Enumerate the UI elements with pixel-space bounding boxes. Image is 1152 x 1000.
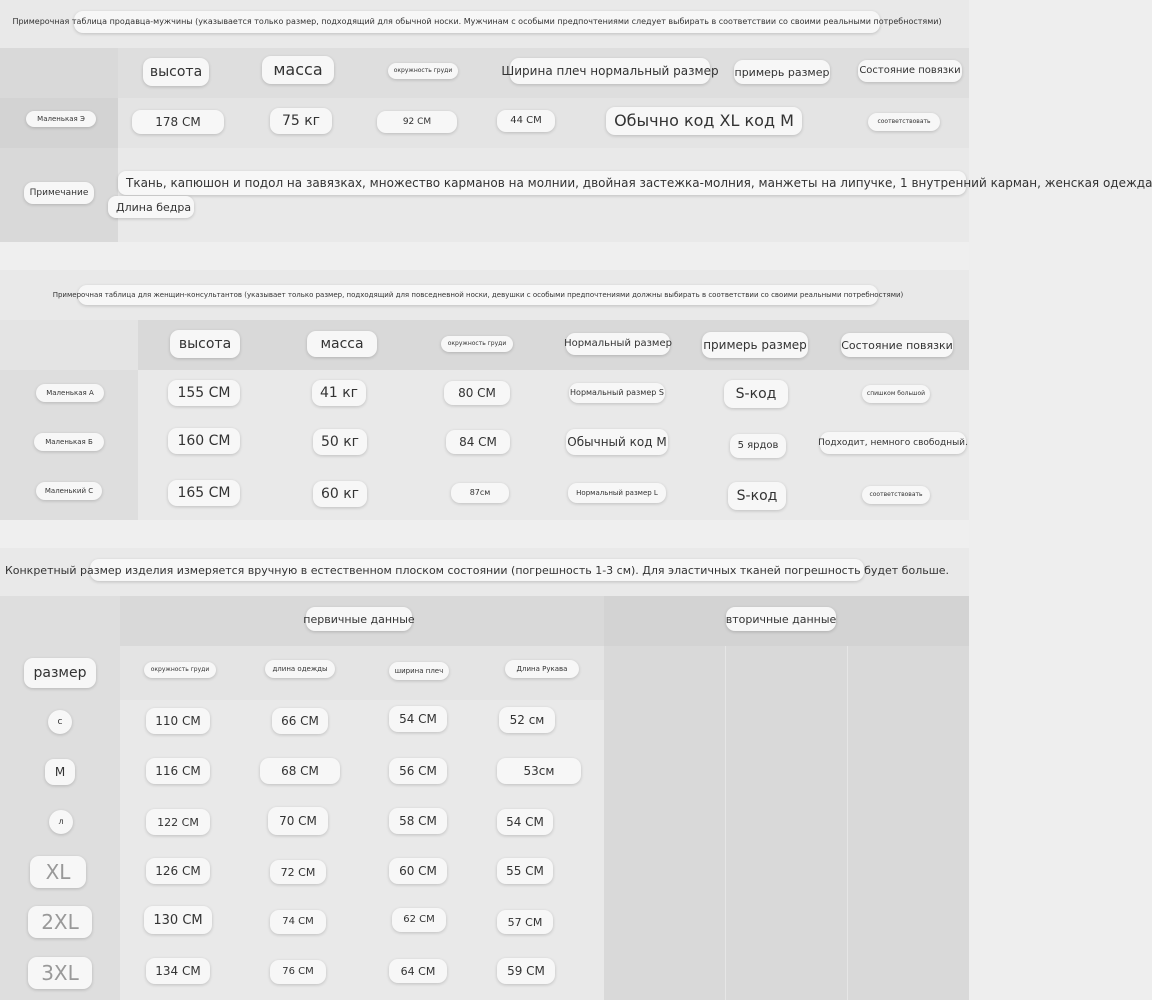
men-row-weight: 75 кг bbox=[270, 108, 332, 134]
women-row-b-fit-size: 5 ярдов bbox=[730, 434, 786, 458]
size-m-label: М bbox=[45, 759, 75, 785]
women-row-a-weight: 41 кг bbox=[312, 380, 366, 406]
size-2xl-length: 74 СМ bbox=[270, 910, 326, 934]
men-header-chest: окружность груди bbox=[388, 63, 458, 79]
women-row-a-normal: Нормальный размер S bbox=[569, 383, 665, 403]
women-row-c-fit-state: соответствовать bbox=[862, 486, 930, 504]
women-header-normal-size: Нормальный размер bbox=[566, 333, 670, 355]
size-2xl-label: 2XL bbox=[28, 906, 92, 938]
size-l-sleeve: 54 СМ bbox=[497, 809, 553, 835]
women-row-a-height: 155 СМ bbox=[168, 380, 240, 406]
women-header-weight: масса bbox=[307, 331, 377, 357]
women-row-c-fit-size: S-код bbox=[728, 482, 786, 510]
product-size-col bbox=[0, 596, 120, 1000]
size-xl-chest: 126 СМ bbox=[146, 858, 210, 884]
secondary-divider-2 bbox=[847, 646, 848, 1000]
size-m-shoulder: 56 СМ bbox=[389, 758, 447, 784]
women-row-b-fit-state: Подходит, немного свободный. bbox=[820, 432, 966, 454]
men-row-fit-state: соответствовать bbox=[868, 113, 940, 131]
men-header-height: высота bbox=[143, 58, 209, 86]
men-row-fit-size: Обычно код XL код M bbox=[606, 107, 802, 135]
size-3xl-chest: 134 СМ bbox=[146, 958, 210, 984]
size-2xl-chest: 130 СМ bbox=[144, 906, 212, 934]
section-gap-2 bbox=[0, 520, 969, 548]
size-3xl-label: 3XL bbox=[28, 957, 92, 989]
men-note-text-2: Длина бедра bbox=[108, 196, 194, 218]
men-corner-cell bbox=[0, 48, 118, 98]
product-secondary-label: вторичные данные bbox=[726, 607, 836, 631]
size-s-label: с bbox=[48, 710, 72, 734]
product-header-shoulder: ширина плеч bbox=[389, 662, 449, 680]
women-row-c-normal: Нормальный размер L bbox=[568, 483, 666, 503]
size-m-sleeve: 53см bbox=[497, 758, 581, 784]
men-row-label: Маленькая Э bbox=[26, 111, 96, 127]
size-l-chest: 122 СМ bbox=[146, 809, 210, 835]
women-header-fit-size: примерь размер bbox=[702, 332, 808, 358]
men-table-title: Примерочная таблица продавца-мужчины (указывается только размер, подходящий для обычной носки. Мужчинам с особыми предпочтениями следует выбирать в соответствии со своими реальными потребностями) bbox=[74, 11, 880, 33]
size-l-label: л bbox=[49, 810, 73, 834]
women-row-b-normal: Обычный код M bbox=[566, 429, 668, 455]
men-header-shoulder: Ширина плеч нормальный размер bbox=[510, 58, 710, 84]
men-header-fit-size: примерь размер bbox=[734, 60, 830, 84]
product-table-title: Конкретный размер изделия измеряется вручную в естественном плоском состоянии (погрешность 1-3 см). Для эластичных тканей погрешность будет больше. bbox=[90, 559, 864, 581]
size-3xl-shoulder: 64 СМ bbox=[389, 959, 447, 983]
size-xl-shoulder: 60 СМ bbox=[389, 858, 447, 884]
women-row-b-chest: 84 СМ bbox=[446, 430, 510, 454]
size-2xl-sleeve: 57 СМ bbox=[497, 910, 553, 934]
women-row-c-height: 165 СМ bbox=[168, 480, 240, 506]
women-row-a-label: Маленькая А bbox=[36, 384, 104, 402]
men-header-weight: масса bbox=[262, 56, 334, 84]
product-body bbox=[120, 700, 604, 1000]
women-row-c-chest: 87см bbox=[451, 483, 509, 503]
size-s-length: 66 СМ bbox=[272, 708, 328, 734]
product-primary-label: первичные данные bbox=[306, 607, 412, 631]
men-header-fit-state: Состояние повязки bbox=[858, 60, 962, 82]
secondary-divider-1 bbox=[725, 646, 726, 1000]
size-xl-length: 72 СМ bbox=[270, 860, 326, 884]
size-s-sleeve: 52 см bbox=[499, 707, 555, 733]
size-m-chest: 116 СМ bbox=[146, 758, 210, 784]
size-xl-label: XL bbox=[30, 856, 86, 888]
product-header-length: длина одежды bbox=[265, 660, 335, 678]
product-size-label: размер bbox=[24, 658, 96, 688]
women-header-chest: окружность груди bbox=[441, 336, 513, 352]
size-l-length: 70 СМ bbox=[268, 807, 328, 835]
men-note-label: Примечание bbox=[24, 182, 94, 204]
size-3xl-length: 76 СМ bbox=[270, 960, 326, 984]
women-header-height: высота bbox=[170, 330, 240, 358]
product-secondary-body bbox=[604, 646, 969, 1000]
women-row-b-label: Маленькая Б bbox=[34, 433, 104, 451]
size-3xl-sleeve: 59 СМ bbox=[497, 958, 555, 984]
women-row-b-weight: 50 кг bbox=[313, 429, 367, 455]
women-row-a-fit-state: спишком большой bbox=[862, 385, 930, 403]
women-table-title: Примерочная таблица для женщин-консультантов (указывает только размер, подходящий для повседневной носки, девушки с особыми предпочтениями должны выбирать в соответствии со своими реальными потребностями) bbox=[78, 285, 878, 305]
women-row-c-weight: 60 кг bbox=[313, 481, 367, 507]
men-note-text: Ткань, капюшон и подол на завязках, множество карманов на молнии, двойная застежка-молния, манжеты на липучке, 1 внутренний карман, женская одежда bbox=[118, 171, 966, 195]
size-xl-sleeve: 55 СМ bbox=[497, 858, 553, 884]
men-row-shoulder: 44 СМ bbox=[497, 110, 555, 132]
size-2xl-shoulder: 62 СМ bbox=[392, 908, 446, 932]
size-l-shoulder: 58 СМ bbox=[389, 808, 447, 834]
product-header-sleeve: Длина Рукава bbox=[505, 660, 579, 678]
women-row-b-height: 160 СМ bbox=[168, 428, 240, 454]
women-row-c-label: Маленький С bbox=[36, 482, 102, 500]
section-gap-1 bbox=[0, 242, 969, 270]
product-header-chest: окружность груди bbox=[144, 662, 216, 678]
women-header-fit-state: Состояние повязки bbox=[841, 333, 953, 357]
men-note-cell bbox=[118, 148, 969, 242]
size-m-length: 68 СМ bbox=[260, 758, 340, 784]
women-corner-cell bbox=[0, 320, 138, 370]
men-row-height: 178 СМ bbox=[132, 110, 224, 134]
women-row-a-chest: 80 СМ bbox=[444, 381, 510, 405]
women-row-a-fit-size: S-код bbox=[724, 380, 788, 408]
men-row-chest: 92 СМ bbox=[377, 111, 457, 133]
size-s-chest: 110 СМ bbox=[146, 708, 210, 734]
size-s-shoulder: 54 СМ bbox=[389, 706, 447, 732]
